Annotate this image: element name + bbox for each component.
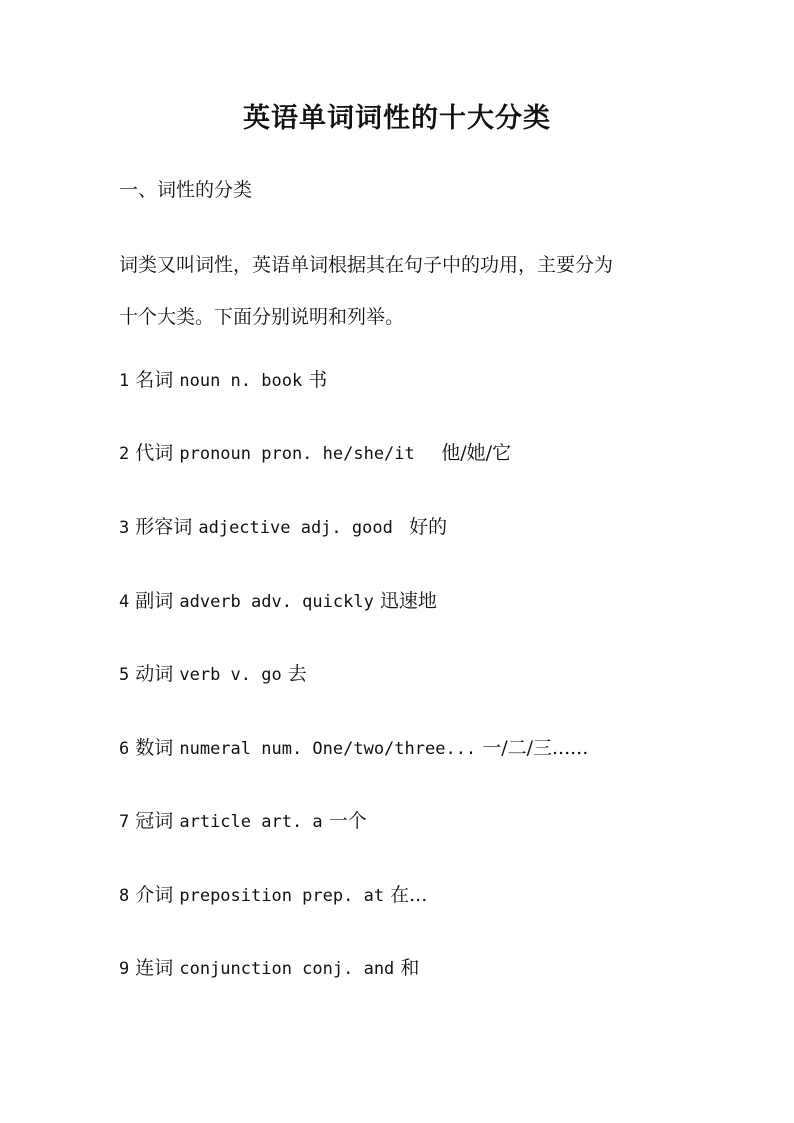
item-chinese-name: 介词: [135, 884, 174, 906]
item-number: 8: [119, 886, 130, 906]
item-english: adverb adv. quickly: [179, 592, 374, 612]
item-chinese-name: 数词: [135, 737, 174, 759]
list-item: [119, 882, 427, 909]
item-chinese-name: 名词: [135, 369, 174, 391]
item-number: 4: [119, 592, 130, 612]
item-number: 3: [119, 518, 130, 538]
item-example: 好的: [409, 516, 448, 538]
item-number: 9: [119, 959, 130, 979]
item-example: 去: [287, 663, 307, 685]
item-chinese-name: 副词: [135, 590, 174, 612]
item-example: 和: [400, 957, 420, 979]
item-number: 7: [119, 812, 130, 832]
item-english: numeral num. One/two/three...: [179, 739, 477, 759]
item-english: noun n. book: [179, 371, 303, 391]
list-item: [119, 808, 367, 835]
item-english: pronoun pron. he/she/it: [179, 444, 436, 464]
item-chinese-name: 形容词: [135, 516, 193, 538]
list-item: [119, 588, 437, 615]
item-english: verb v. go: [179, 665, 282, 685]
item-example: 一/二/三......: [482, 737, 589, 759]
item-example: 一个: [328, 810, 367, 832]
item-example: 书: [308, 369, 328, 391]
item-chinese-name: 连词: [135, 957, 174, 979]
list-item: [119, 440, 511, 467]
item-example: 他/她/它: [441, 442, 512, 464]
section-heading: 一、词性的分类: [119, 179, 253, 201]
item-number: 5: [119, 665, 130, 685]
list-item: [119, 514, 447, 541]
item-english: adjective adj. good: [198, 518, 404, 538]
item-chinese-name: 代词: [135, 442, 174, 464]
item-number: 1: [119, 371, 130, 391]
list-item: [119, 661, 307, 688]
document-title: 英语单词词性的十大分类: [243, 103, 551, 134]
intro-line-2: 十个大类。下面分别说明和列举。: [119, 306, 405, 328]
item-example: 在...: [390, 884, 428, 906]
item-english: article art. a: [179, 812, 323, 832]
intro-paragraph: [119, 239, 679, 343]
item-number: 6: [119, 739, 130, 759]
item-example: 迅速地: [379, 590, 437, 612]
intro-line-1: 词类又叫词性，英语单词根据其在句子中的功用，主要分为: [119, 254, 614, 276]
item-chinese-name: 冠词: [135, 810, 174, 832]
item-english: preposition prep. at: [179, 886, 385, 906]
item-english: conjunction conj. and: [179, 959, 395, 979]
list-item: [119, 955, 419, 982]
item-chinese-name: 动词: [135, 663, 174, 685]
list-item: [119, 367, 327, 394]
item-number: 2: [119, 444, 130, 464]
list-item: [119, 735, 588, 762]
